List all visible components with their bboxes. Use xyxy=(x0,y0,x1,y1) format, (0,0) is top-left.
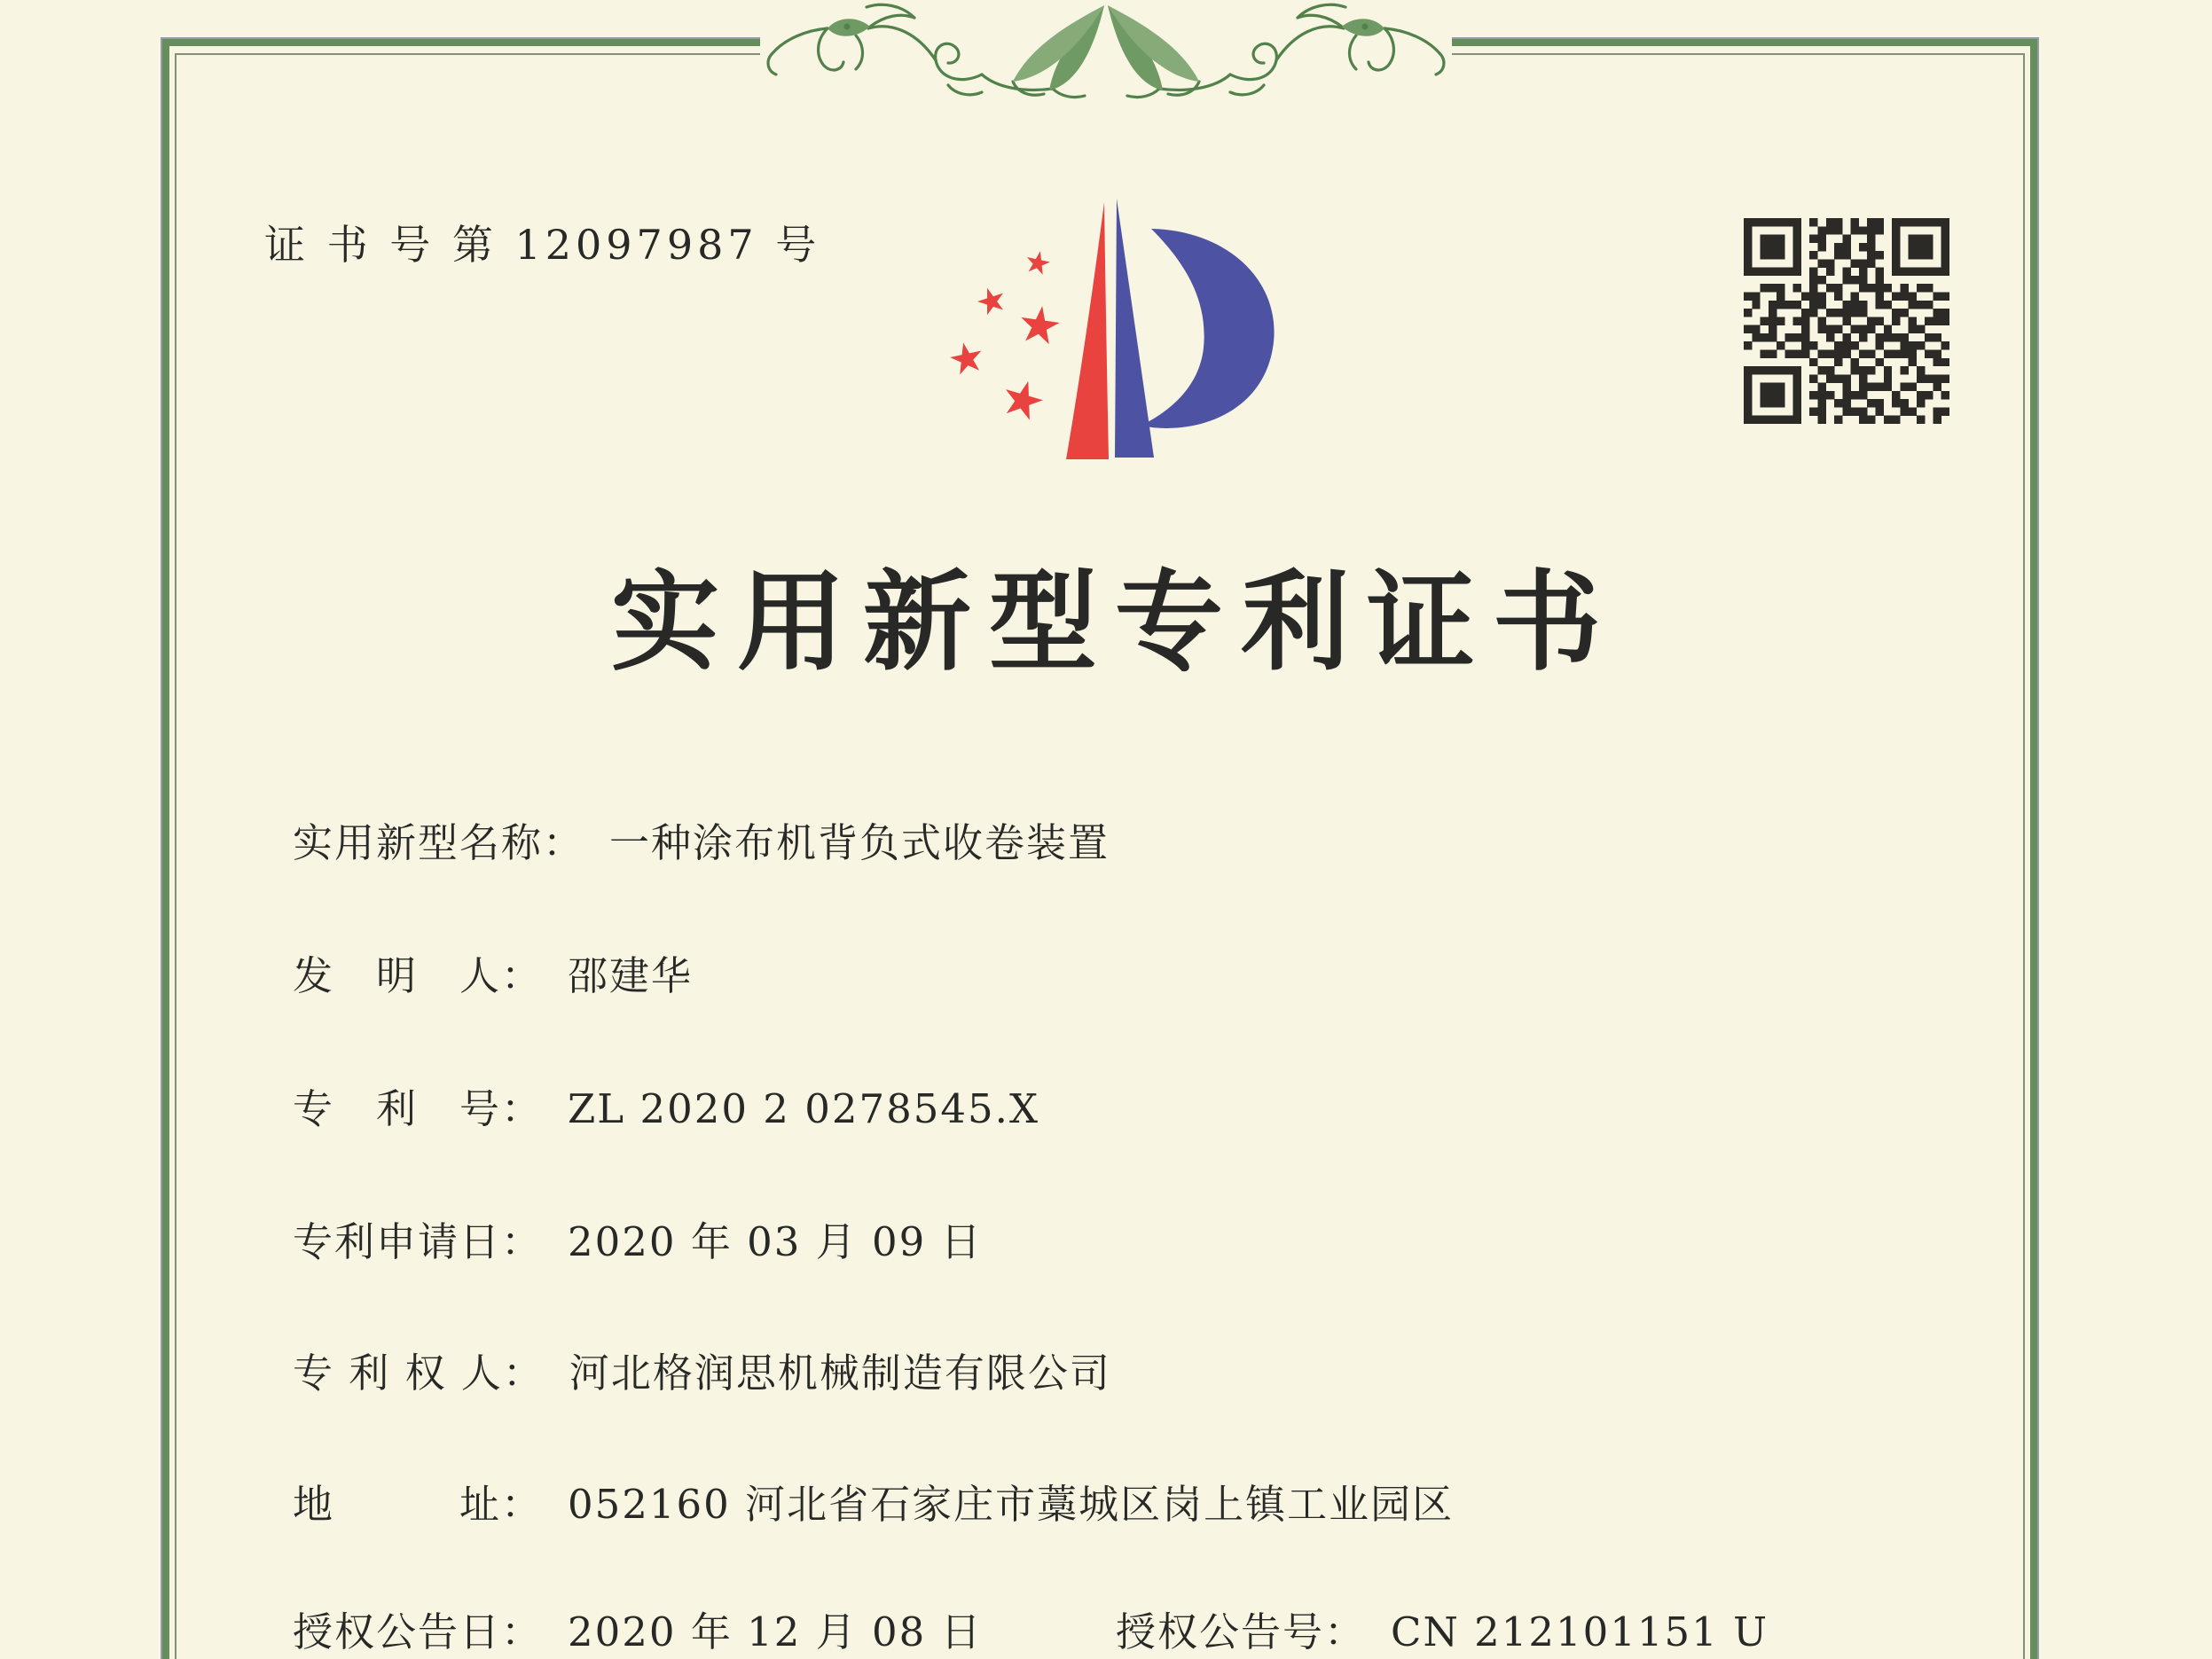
field-label: 授权公告日： xyxy=(293,1608,544,1655)
dragon-scroll-ornament-icon xyxy=(760,0,1452,102)
field-label: 实用新型名称： xyxy=(293,819,585,866)
field-row-filing-date xyxy=(293,1209,983,1267)
field-value: 052160 河北省石家庄市藁城区岗上镇工业园区 xyxy=(568,1481,1455,1528)
field-row-patentee xyxy=(293,1341,1111,1398)
field-label: 专 利 权 人： xyxy=(293,1350,545,1397)
field-value: 一种涂布机背负式收卷装置 xyxy=(609,819,1110,866)
field-label: 发 明 人： xyxy=(293,952,544,999)
cnipa-patent-logo-icon xyxy=(942,195,1297,466)
field-label: 专利申请日： xyxy=(293,1218,544,1265)
field-value: ZL 2020 2 0278545.X xyxy=(568,1085,1039,1132)
field-row-patent-number xyxy=(293,1076,1039,1134)
field-label: 地 址： xyxy=(293,1481,544,1528)
field-row-inventor xyxy=(293,943,693,1001)
field-row-utility-model-name xyxy=(293,810,1110,868)
field-value: 河北格润思机械制造有限公司 xyxy=(569,1350,1111,1397)
field-row-address xyxy=(293,1472,1454,1530)
qr-code xyxy=(1744,218,1949,424)
certificate-title: 实用新型专利证书 xyxy=(611,558,1619,685)
field-label: 授权公告号： xyxy=(1116,1608,1367,1655)
field-label: 专 利 号： xyxy=(293,1085,544,1132)
field-value: CN 212101151 U xyxy=(1391,1608,1769,1655)
field-row-grant-number xyxy=(1116,1600,1769,1657)
field-row-grant-date xyxy=(293,1600,983,1657)
field-value: 2020 年 12 月 08 日 xyxy=(568,1608,983,1655)
field-value: 2020 年 03 月 09 日 xyxy=(568,1218,983,1265)
certificate-number: 证 书 号 第 12097987 号 xyxy=(264,221,821,269)
field-value: 邵建华 xyxy=(568,952,694,999)
